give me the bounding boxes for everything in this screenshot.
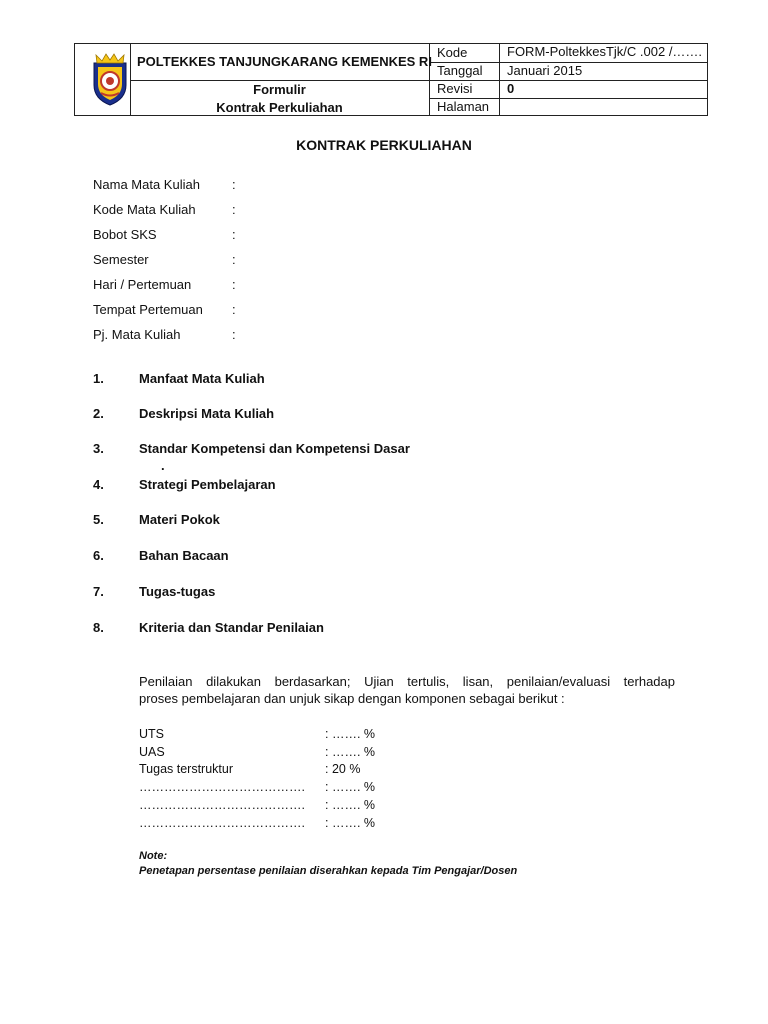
section-deskripsi: Deskripsi Mata Kuliah (139, 406, 275, 421)
field-colon: : (232, 327, 236, 342)
section-standar-kompetensi: Standar Kompetensi dan Kompetensi Dasar (139, 441, 410, 456)
section-number: 5. (93, 512, 104, 527)
kode-label: Kode (437, 45, 468, 60)
revisi-label: Revisi (437, 81, 473, 96)
section-strategi: Strategi Pembelajaran (139, 477, 276, 492)
assessment-intro-line2: proses pembelajaran dan unjuk sikap dengan komponen sebagai berikut : (139, 691, 565, 706)
component-label: UAS (139, 745, 165, 759)
field-colon: : (232, 177, 236, 192)
stray-dot: . (161, 458, 165, 473)
section-number: 7. (93, 584, 104, 599)
component-label: Tugas terstruktur (139, 762, 234, 776)
component-label: …………………………………. (139, 798, 305, 812)
note-heading: Note: (139, 850, 168, 862)
component-label: …………………………………. (139, 816, 305, 830)
component-label: UTS (139, 727, 164, 741)
component-value: : ……. % (325, 780, 376, 794)
component-value: : ……. % (325, 745, 376, 759)
field-kode-mata-kuliah: Kode Mata Kuliah (93, 202, 196, 217)
section-manfaat: Manfaat Mata Kuliah (139, 371, 265, 386)
field-colon: : (232, 302, 236, 317)
form-label: Formulir (253, 82, 306, 97)
tanggal-label: Tanggal (437, 63, 483, 78)
section-number: 8. (93, 620, 104, 635)
field-hari-pertemuan: Hari / Pertemuan (93, 277, 192, 292)
field-bobot-sks: Bobot SKS (93, 227, 157, 242)
kode-value: FORM-PoltekkesTjk/C .002 /……. (507, 44, 703, 59)
assessment-intro-line1: Penilaian dilakukan berdasarkan; Ujian tertulis, lisan, penilaian/evaluasi terhadap (139, 674, 675, 689)
field-pj-mata-kuliah: Pj. Mata Kuliah (93, 327, 181, 342)
institution-name: POLTEKKES TANJUNGKARANG KEMENKES RI (137, 54, 432, 69)
institution-logo-icon (90, 51, 130, 107)
section-number: 6. (93, 548, 104, 563)
section-number: 3. (93, 441, 104, 456)
section-number: 2. (93, 406, 104, 421)
field-semester: Semester (93, 252, 149, 267)
component-label: …………………………………. (139, 780, 305, 794)
halaman-label: Halaman (437, 99, 490, 114)
field-tempat-pertemuan: Tempat Pertemuan (93, 302, 203, 317)
tanggal-value: Januari 2015 (507, 63, 583, 78)
component-value: : ……. % (325, 727, 376, 741)
field-colon: : (232, 252, 236, 267)
field-nama-mata-kuliah: Nama Mata Kuliah (93, 177, 200, 192)
form-name: Kontrak Perkuliahan (216, 100, 343, 115)
section-kriteria: Kriteria dan Standar Penilaian (139, 620, 324, 635)
section-bahan-bacaan: Bahan Bacaan (139, 548, 229, 563)
form-header-table (74, 43, 708, 116)
section-number: 1. (93, 371, 104, 386)
document-title: KONTRAK PERKULIAHAN (296, 137, 472, 153)
note-text: Penetapan persentase penilaian diserahkan kepada Tim Pengajar/Dosen (139, 865, 518, 877)
field-colon: : (232, 202, 236, 217)
field-colon: : (232, 227, 236, 242)
field-colon: : (232, 277, 236, 292)
section-materi-pokok: Materi Pokok (139, 512, 220, 527)
section-number: 4. (93, 477, 104, 492)
revisi-value: 0 (507, 81, 515, 96)
component-value: : ……. % (325, 798, 376, 812)
section-tugas: Tugas-tugas (139, 584, 216, 599)
component-value: : ……. % (325, 816, 376, 830)
component-value: : 20 % (325, 762, 361, 776)
